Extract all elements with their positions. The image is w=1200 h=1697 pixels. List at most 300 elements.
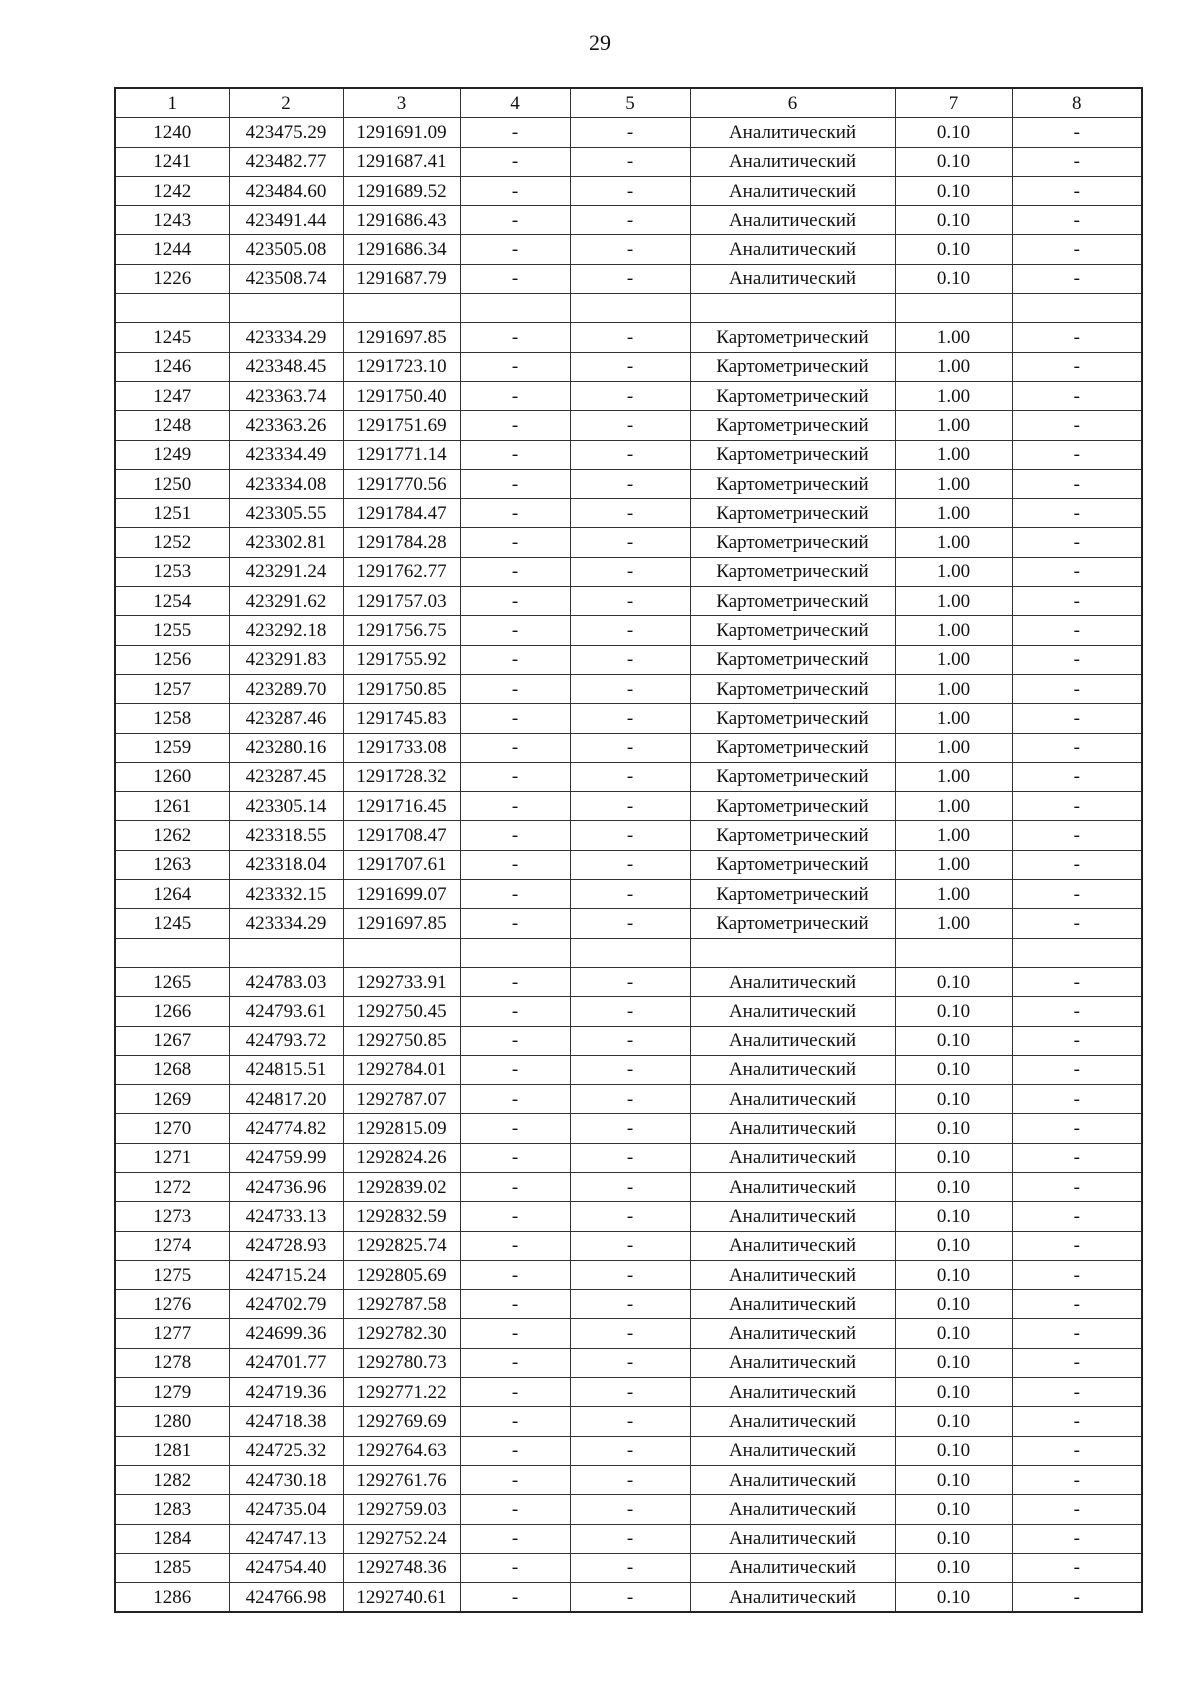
table-cell: Картометрический: [690, 850, 895, 879]
page-number: 29: [589, 30, 611, 55]
table-cell: 424730.18: [229, 1465, 343, 1494]
table-cell: 1291723.10: [343, 352, 460, 381]
column-header: 2: [229, 88, 343, 118]
table-cell: 423363.74: [229, 381, 343, 410]
table-cell: Картометрический: [690, 440, 895, 469]
table-row: [115, 587, 1142, 616]
table-cell: 0.10: [895, 1495, 1012, 1524]
table-cell: 1.00: [895, 733, 1012, 762]
table-cell: -: [460, 1524, 570, 1553]
table-row: [115, 1348, 1142, 1377]
table-cell: -: [460, 235, 570, 264]
table-cell: 1292759.03: [343, 1495, 460, 1524]
table-cell: 1292733.91: [343, 967, 460, 996]
table-cell: Аналитический: [690, 1407, 895, 1436]
table-cell: -: [460, 206, 570, 235]
table-cell: Картометрический: [690, 792, 895, 821]
table-cell: Аналитический: [690, 1319, 895, 1348]
table-cell: -: [570, 880, 690, 909]
table-cell: -: [460, 1202, 570, 1231]
table-cell: -: [460, 587, 570, 616]
table-cell: -: [1012, 587, 1142, 616]
table-cell: 1.00: [895, 850, 1012, 879]
table-cell: 1279: [115, 1378, 229, 1407]
table-cell: 0.10: [895, 1465, 1012, 1494]
table-cell: 423287.45: [229, 762, 343, 791]
table-cell: -: [570, 1583, 690, 1613]
table-cell: 424699.36: [229, 1319, 343, 1348]
table-cell: 1282: [115, 1465, 229, 1494]
table-cell: -: [460, 1172, 570, 1201]
table-cell: -: [1012, 645, 1142, 674]
table-cell: -: [570, 1231, 690, 1260]
table-cell: 1245: [115, 323, 229, 352]
table-cell: Аналитический: [690, 1495, 895, 1524]
table-cell: 1251: [115, 499, 229, 528]
table-cell: [690, 938, 895, 967]
table-cell: -: [1012, 411, 1142, 440]
table-cell: -: [460, 440, 570, 469]
table-cell: [895, 294, 1012, 323]
table-cell: [343, 294, 460, 323]
table-cell: -: [460, 704, 570, 733]
table-cell: -: [460, 1583, 570, 1613]
table-row: [115, 1290, 1142, 1319]
table-cell: 0.10: [895, 1378, 1012, 1407]
table-cell: -: [1012, 1348, 1142, 1377]
table-cell: 1266: [115, 997, 229, 1026]
table-cell: -: [570, 528, 690, 557]
table-cell: 424719.36: [229, 1378, 343, 1407]
table-cell: 423318.55: [229, 821, 343, 850]
table-cell: -: [1012, 440, 1142, 469]
table-cell: 423334.08: [229, 469, 343, 498]
table-cell: -: [460, 821, 570, 850]
table-cell: 1291733.08: [343, 733, 460, 762]
table-cell: 1.00: [895, 616, 1012, 645]
table-cell: 1292805.69: [343, 1260, 460, 1289]
table-row: [115, 645, 1142, 674]
column-header: 4: [460, 88, 570, 118]
table-cell: -: [1012, 499, 1142, 528]
table-cell: 1291745.83: [343, 704, 460, 733]
table-cell: 423334.29: [229, 909, 343, 938]
table-cell: 1.00: [895, 469, 1012, 498]
table-row: [115, 1202, 1142, 1231]
table-cell: Аналитический: [690, 1202, 895, 1231]
table-cell: 1264: [115, 880, 229, 909]
table-cell: 1292824.26: [343, 1143, 460, 1172]
table-row: [115, 704, 1142, 733]
table-cell: 1263: [115, 850, 229, 879]
table-cell: Аналитический: [690, 1026, 895, 1055]
table-cell: 1275: [115, 1260, 229, 1289]
table-cell: 424718.38: [229, 1407, 343, 1436]
table-cell: 0.10: [895, 1055, 1012, 1084]
table-cell: -: [570, 499, 690, 528]
table-cell: 1292782.30: [343, 1319, 460, 1348]
table-cell: [115, 294, 229, 323]
table-cell: 1292750.45: [343, 997, 460, 1026]
table-cell: -: [570, 733, 690, 762]
table-cell: -: [460, 1231, 570, 1260]
table-row: [115, 967, 1142, 996]
table-cell: Аналитический: [690, 1172, 895, 1201]
table-cell: -: [570, 967, 690, 996]
table-cell: 1291770.56: [343, 469, 460, 498]
table-cell: -: [1012, 1231, 1142, 1260]
table-cell: 423505.08: [229, 235, 343, 264]
table-cell: -: [1012, 1524, 1142, 1553]
table-cell: -: [1012, 880, 1142, 909]
table-cell: -: [460, 1407, 570, 1436]
table-cell: -: [570, 1114, 690, 1143]
table-cell: 0.10: [895, 206, 1012, 235]
table-cell: Аналитический: [690, 1085, 895, 1114]
table-cell: [690, 294, 895, 323]
table-cell: 1240: [115, 118, 229, 147]
table-cell: -: [1012, 1026, 1142, 1055]
table-cell: 1.00: [895, 645, 1012, 674]
table-cell: 1292748.36: [343, 1553, 460, 1582]
table-cell: 1292769.69: [343, 1407, 460, 1436]
table-cell: -: [570, 469, 690, 498]
table-cell: -: [460, 1143, 570, 1172]
table-cell: Аналитический: [690, 118, 895, 147]
table-cell: 1292750.85: [343, 1026, 460, 1055]
table-cell: 423482.77: [229, 147, 343, 176]
table-cell: 1292771.22: [343, 1378, 460, 1407]
table-row: [115, 674, 1142, 703]
table-cell: -: [460, 1553, 570, 1582]
table-row: [115, 118, 1142, 147]
table-cell: Картометрический: [690, 528, 895, 557]
table-cell: -: [460, 528, 570, 557]
table-cell: 1292839.02: [343, 1172, 460, 1201]
table-cell: -: [1012, 1465, 1142, 1494]
table-row: [115, 1465, 1142, 1494]
table-cell: -: [570, 1172, 690, 1201]
table-cell: 0.10: [895, 1524, 1012, 1553]
table-cell: -: [1012, 821, 1142, 850]
table-row: [115, 1085, 1142, 1114]
table-cell: 1281: [115, 1436, 229, 1465]
table-cell: -: [460, 352, 570, 381]
table-cell: 1257: [115, 674, 229, 703]
table-cell: -: [460, 1378, 570, 1407]
table-cell: 423291.62: [229, 587, 343, 616]
table-cell: 1267: [115, 1026, 229, 1055]
table-row: [115, 352, 1142, 381]
table-cell: 0.10: [895, 1319, 1012, 1348]
table-cell: 1285: [115, 1553, 229, 1582]
table-cell: -: [1012, 1085, 1142, 1114]
table-cell: 0.10: [895, 176, 1012, 205]
table-cell: 0.10: [895, 1085, 1012, 1114]
table-cell: -: [570, 176, 690, 205]
table-cell: 1.00: [895, 674, 1012, 703]
table-row: [115, 1436, 1142, 1465]
table-cell: 1291689.52: [343, 176, 460, 205]
table-cell: -: [1012, 469, 1142, 498]
table-cell: 1291697.85: [343, 909, 460, 938]
table-cell: 1292825.74: [343, 1231, 460, 1260]
table-cell: 1.00: [895, 880, 1012, 909]
table-cell: -: [1012, 176, 1142, 205]
table-cell: 1291750.40: [343, 381, 460, 410]
table-cell: -: [570, 1553, 690, 1582]
table-cell: 1261: [115, 792, 229, 821]
table-row: [115, 557, 1142, 586]
table-cell: -: [1012, 147, 1142, 176]
table-cell: -: [1012, 557, 1142, 586]
table-cell: Картометрический: [690, 616, 895, 645]
table-cell: 1.00: [895, 909, 1012, 938]
table-cell: 1262: [115, 821, 229, 850]
table-cell: -: [1012, 1378, 1142, 1407]
table-cell: 1291686.43: [343, 206, 460, 235]
table-cell: 1291697.85: [343, 323, 460, 352]
coordinates-table: [114, 87, 1143, 1613]
table-cell: 0.10: [895, 1114, 1012, 1143]
table-cell: 1242: [115, 176, 229, 205]
table-cell: 0.10: [895, 1143, 1012, 1172]
table-cell: -: [1012, 704, 1142, 733]
table-cell: -: [570, 674, 690, 703]
table-cell: 1291757.03: [343, 587, 460, 616]
table-cell: 1272: [115, 1172, 229, 1201]
table-cell: Аналитический: [690, 1114, 895, 1143]
table-cell: -: [460, 381, 570, 410]
table-cell: Аналитический: [690, 206, 895, 235]
table-cell: Аналитический: [690, 147, 895, 176]
column-header: 1: [115, 88, 229, 118]
table-cell: 424817.20: [229, 1085, 343, 1114]
table-cell: 0.10: [895, 1583, 1012, 1613]
table-cell: 1.00: [895, 587, 1012, 616]
table-cell: -: [570, 411, 690, 440]
table-cell: 1291687.79: [343, 264, 460, 293]
table-cell: 1258: [115, 704, 229, 733]
table-cell: 1.00: [895, 352, 1012, 381]
table-cell: -: [460, 967, 570, 996]
table-row: [115, 1026, 1142, 1055]
table-cell: -: [460, 909, 570, 938]
table-cell: Картометрический: [690, 645, 895, 674]
table-cell: -: [1012, 1055, 1142, 1084]
table-cell: 0.10: [895, 264, 1012, 293]
table-cell: Аналитический: [690, 1524, 895, 1553]
table-cell: -: [570, 147, 690, 176]
table-cell: Картометрический: [690, 704, 895, 733]
table-cell: 424783.03: [229, 967, 343, 996]
table-cell: -: [460, 323, 570, 352]
table-cell: Аналитический: [690, 1231, 895, 1260]
table-row: [115, 850, 1142, 879]
table-cell: -: [570, 909, 690, 938]
table-cell: -: [1012, 235, 1142, 264]
column-header: 7: [895, 88, 1012, 118]
table-cell: 1292787.58: [343, 1290, 460, 1319]
table-cell: 423332.15: [229, 880, 343, 909]
table-cell: Картометрический: [690, 557, 895, 586]
table-cell: -: [570, 850, 690, 879]
table-cell: -: [460, 997, 570, 1026]
table-cell: Аналитический: [690, 1143, 895, 1172]
table-cell: 423491.44: [229, 206, 343, 235]
table-cell: Аналитический: [690, 1553, 895, 1582]
table-cell: Аналитический: [690, 1290, 895, 1319]
table-cell: -: [1012, 733, 1142, 762]
table-cell: -: [460, 880, 570, 909]
table-cell: 1246: [115, 352, 229, 381]
table-cell: 1.00: [895, 704, 1012, 733]
table-cell: 1291762.77: [343, 557, 460, 586]
table-cell: -: [460, 1348, 570, 1377]
table-cell: -: [570, 1143, 690, 1172]
table-cell: -: [460, 733, 570, 762]
table-cell: -: [460, 645, 570, 674]
table-cell: 1291751.69: [343, 411, 460, 440]
table-cell: 424735.04: [229, 1495, 343, 1524]
table-row: [115, 1114, 1142, 1143]
table-cell: -: [460, 411, 570, 440]
table-cell: 1291750.85: [343, 674, 460, 703]
table-cell: Аналитический: [690, 1583, 895, 1613]
table-cell: 1291728.32: [343, 762, 460, 791]
table-row: [115, 1583, 1142, 1613]
table-cell: [460, 938, 570, 967]
table-cell: 0.10: [895, 147, 1012, 176]
column-header: 6: [690, 88, 895, 118]
table-cell: 423302.81: [229, 528, 343, 557]
table-cell: 1292832.59: [343, 1202, 460, 1231]
table-row: [115, 528, 1142, 557]
table-cell: Аналитический: [690, 1260, 895, 1289]
table-cell: 0.10: [895, 1290, 1012, 1319]
table-cell: Аналитический: [690, 176, 895, 205]
table-cell: 1265: [115, 967, 229, 996]
table-row: [115, 235, 1142, 264]
table-cell: Аналитический: [690, 997, 895, 1026]
table-cell: -: [1012, 1202, 1142, 1231]
table-row: [115, 880, 1142, 909]
table-cell: 1226: [115, 264, 229, 293]
table-cell: 1270: [115, 1114, 229, 1143]
table-cell: -: [570, 821, 690, 850]
table-cell: Картометрический: [690, 733, 895, 762]
table-cell: Картометрический: [690, 411, 895, 440]
table-cell: 0.10: [895, 235, 1012, 264]
table-cell: 1249: [115, 440, 229, 469]
table-row: [115, 147, 1142, 176]
table-cell: Картометрический: [690, 880, 895, 909]
table-row: [115, 1231, 1142, 1260]
table-cell: 0.10: [895, 1260, 1012, 1289]
table-row: [115, 1172, 1142, 1201]
table-cell: 1245: [115, 909, 229, 938]
table-cell: -: [460, 469, 570, 498]
table-cell: 1271: [115, 1143, 229, 1172]
table-cell: 424736.96: [229, 1172, 343, 1201]
table-cell: 423363.26: [229, 411, 343, 440]
table-cell: -: [1012, 323, 1142, 352]
table-cell: 1291756.75: [343, 616, 460, 645]
table-cell: [1012, 938, 1142, 967]
table-cell: -: [1012, 118, 1142, 147]
table-cell: -: [460, 176, 570, 205]
table-cell: -: [1012, 1495, 1142, 1524]
table-cell: 1291771.14: [343, 440, 460, 469]
table-row: [115, 909, 1142, 938]
table-row: [115, 206, 1142, 235]
table-cell: -: [1012, 1407, 1142, 1436]
table-cell: 0.10: [895, 1407, 1012, 1436]
column-header: 8: [1012, 88, 1142, 118]
table-cell: 423289.70: [229, 674, 343, 703]
table-cell: -: [460, 147, 570, 176]
table-row: [115, 469, 1142, 498]
table-cell: 1.00: [895, 821, 1012, 850]
table-cell: 0.10: [895, 1436, 1012, 1465]
table-cell: -: [1012, 1143, 1142, 1172]
table-cell: 423305.55: [229, 499, 343, 528]
table-cell: Аналитический: [690, 235, 895, 264]
table-cell: Картометрический: [690, 352, 895, 381]
table-cell: 1292761.76: [343, 1465, 460, 1494]
table-cell: -: [570, 1290, 690, 1319]
table-cell: [115, 938, 229, 967]
table-cell: -: [460, 1026, 570, 1055]
table-cell: -: [1012, 352, 1142, 381]
table-row: [115, 997, 1142, 1026]
table-row: [115, 1319, 1142, 1348]
table-cell: -: [570, 792, 690, 821]
table-cell: 1269: [115, 1085, 229, 1114]
table-cell: -: [570, 323, 690, 352]
table-cell: -: [460, 792, 570, 821]
table-cell: Картометрический: [690, 909, 895, 938]
table-cell: Аналитический: [690, 967, 895, 996]
table-cell: 423291.24: [229, 557, 343, 586]
table-row: [115, 499, 1142, 528]
table-cell: Аналитический: [690, 1465, 895, 1494]
table-cell: 1283: [115, 1495, 229, 1524]
table-cell: 423287.46: [229, 704, 343, 733]
table-cell: 424725.32: [229, 1436, 343, 1465]
table-cell: 423334.49: [229, 440, 343, 469]
table-row: [115, 1407, 1142, 1436]
table-row: [115, 1378, 1142, 1407]
table-cell: 424766.98: [229, 1583, 343, 1613]
table-cell: -: [570, 1055, 690, 1084]
table-cell: Картометрический: [690, 674, 895, 703]
table-cell: 0.10: [895, 1172, 1012, 1201]
table-cell: 1274: [115, 1231, 229, 1260]
table-cell: 0.10: [895, 1026, 1012, 1055]
table-cell: 424747.13: [229, 1524, 343, 1553]
table-cell: -: [570, 206, 690, 235]
table-row: [115, 1143, 1142, 1172]
table-cell: [229, 294, 343, 323]
table-cell: [895, 938, 1012, 967]
table-row: [115, 1260, 1142, 1289]
table-cell: Картометрический: [690, 323, 895, 352]
table-cell: -: [460, 1495, 570, 1524]
table-row: [115, 1495, 1142, 1524]
table-cell: -: [1012, 1319, 1142, 1348]
table-cell: -: [460, 674, 570, 703]
